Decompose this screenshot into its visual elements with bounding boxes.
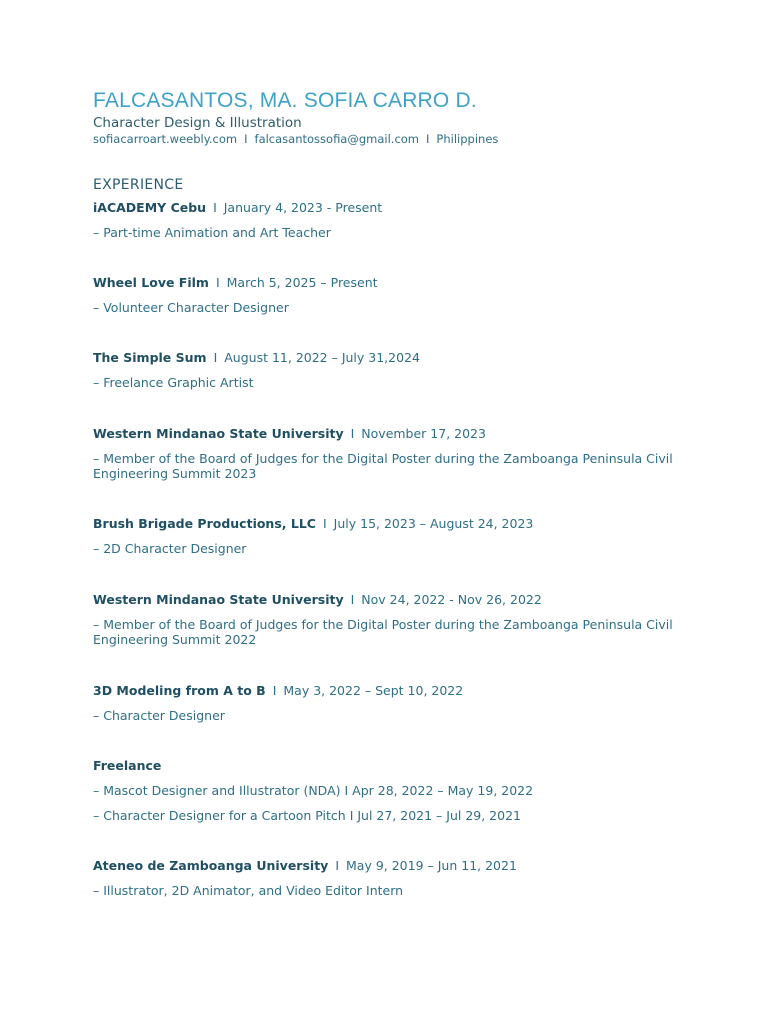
entry-organization: The Simple Sum <box>93 350 207 365</box>
experience-entry <box>93 426 713 481</box>
entry-header <box>93 683 713 699</box>
entry-line: – Character Designer <box>93 708 225 723</box>
entry-header <box>93 858 713 874</box>
entry-organization: Western Mindanao State University <box>93 592 344 607</box>
entry-header <box>93 758 713 774</box>
entry-organization: 3D Modeling from A to B <box>93 683 266 698</box>
contact-separator: I <box>426 132 430 146</box>
entry-header <box>93 200 713 216</box>
entry-organization: Brush Brigade Productions, LLC <box>93 516 316 531</box>
entry-line: – Freelance Graphic Artist <box>93 375 254 390</box>
experience-entry <box>93 758 713 823</box>
entry-line: – Member of the Board of Judges for the Digital Poster during the Zamboanga Peninsula Civil <box>93 617 673 632</box>
entry-separator: I <box>272 683 277 698</box>
entry-date: March 5, 2025 – Present <box>226 275 378 290</box>
email-link[interactable]: falcasantossofia@gmail.com <box>254 132 420 146</box>
entry-date: July 15, 2023 – August 24, 2023 <box>333 516 534 531</box>
experience-entry <box>93 858 713 898</box>
entry-separator: I <box>350 426 355 441</box>
entry-date: August 11, 2022 – July 31,2024 <box>224 350 420 365</box>
entry-line: Engineering Summit 2022 <box>93 632 257 647</box>
entry-header <box>93 275 713 291</box>
experience-entry <box>93 275 713 315</box>
resume-subtitle: Character Design & Illustration <box>93 115 302 131</box>
resume-name: FALCASANTOS, MA. SOFIA CARRO D. <box>93 89 477 112</box>
contact-separator: I <box>244 132 248 146</box>
experience-entry <box>93 683 713 723</box>
experience-entry <box>93 592 713 647</box>
entry-organization: Ateneo de Zamboanga University <box>93 858 329 873</box>
entry-date: May 9, 2019 – Jun 11, 2021 <box>346 858 517 873</box>
entry-organization: iACADEMY Cebu <box>93 200 207 215</box>
entry-line: Engineering Summit 2023 <box>93 466 257 481</box>
entry-header <box>93 426 713 442</box>
entry-separator: I <box>322 516 327 531</box>
entry-organization: Western Mindanao State University <box>93 426 344 441</box>
website-link[interactable]: sofiacarroart.weebly.com <box>93 132 238 146</box>
entry-organization: Freelance <box>93 758 162 773</box>
entry-date: November 17, 2023 <box>361 426 486 441</box>
entry-organization: Wheel Love Film <box>93 275 209 290</box>
entry-date: May 3, 2022 – Sept 10, 2022 <box>283 683 464 698</box>
entry-line: – Mascot Designer and Illustrator (NDA) I Apr 28, 2022 – May 19, 2022 <box>93 783 534 798</box>
experience-entry <box>93 350 713 390</box>
entry-separator: I <box>215 275 220 290</box>
entry-separator: I <box>350 592 355 607</box>
section-title-experience: EXPERIENCE <box>93 177 184 193</box>
entry-header <box>93 592 713 608</box>
contact-line <box>93 132 713 146</box>
location-text: Philippines <box>436 132 499 146</box>
resume-page <box>93 88 713 194</box>
entry-header <box>93 516 713 532</box>
entry-line: – Volunteer Character Designer <box>93 300 289 315</box>
entry-date: Nov 24, 2022 - Nov 26, 2022 <box>361 592 542 607</box>
entry-date: January 4, 2023 - Present <box>223 200 383 215</box>
entry-line: – 2D Character Designer <box>93 541 247 556</box>
entry-separator: I <box>335 858 340 873</box>
entry-line: – Part-time Animation and Art Teacher <box>93 225 331 240</box>
entry-separator: I <box>213 200 217 215</box>
entry-separator: I <box>213 350 218 365</box>
entry-header <box>93 350 713 366</box>
entry-line: – Character Designer for a Cartoon Pitch I Jul 27, 2021 – Jul 29, 2021 <box>93 808 521 823</box>
experience-entry <box>93 516 713 556</box>
entry-line: – Illustrator, 2D Animator, and Video Editor Intern <box>93 883 404 898</box>
experience-entry <box>93 200 713 240</box>
entry-line: – Member of the Board of Judges for the Digital Poster during the Zamboanga Peninsula Civil <box>93 451 673 466</box>
